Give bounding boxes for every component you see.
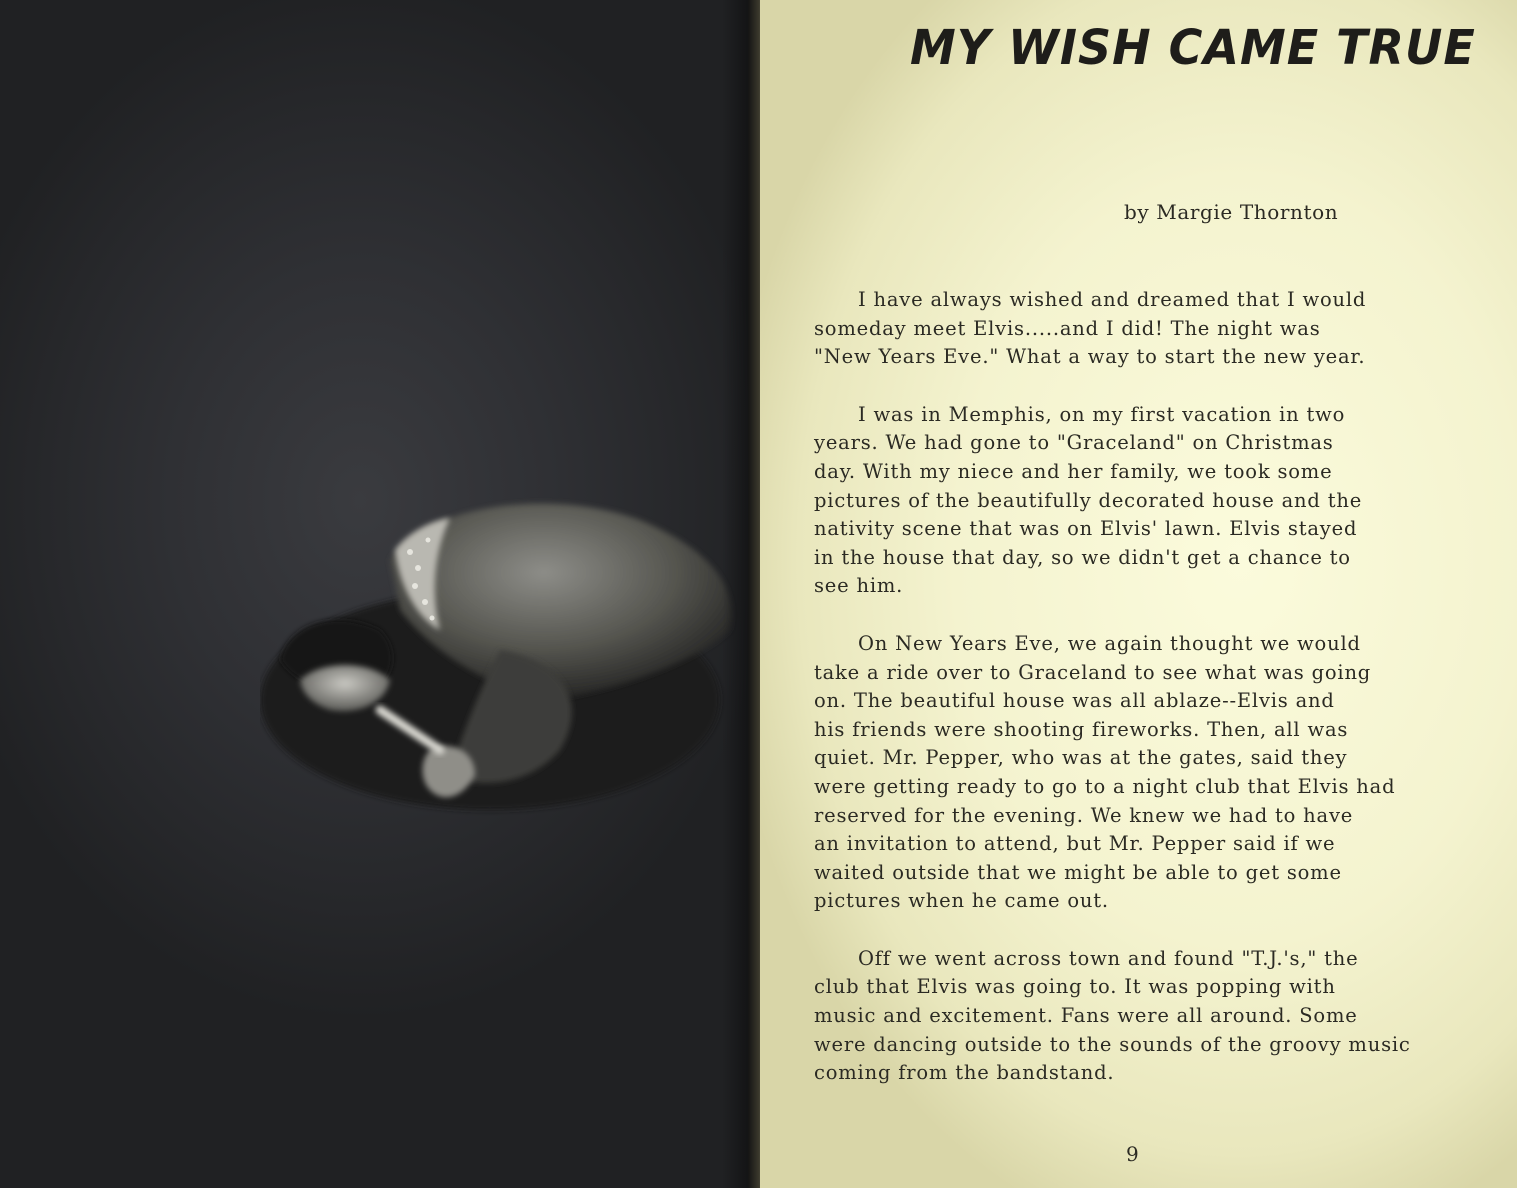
text-line: waited outside that we might be able to get some xyxy=(814,860,1342,884)
page-number: 9 xyxy=(1126,1142,1139,1166)
article-body xyxy=(814,286,1514,1117)
paragraph-2 xyxy=(814,401,1514,601)
text-line: I was in Memphis, on my first vacation in two xyxy=(858,402,1346,426)
text-line: coming from the bandstand. xyxy=(814,1061,1115,1085)
text-line: take a ride over to Graceland to see what was going xyxy=(814,660,1372,684)
text-line: in the house that day, so we didn't get a chance to xyxy=(814,545,1351,569)
performer-photo xyxy=(260,490,760,820)
text-line: Off we went across town and found "T.J.'s," the xyxy=(858,946,1359,970)
text-line: his friends were shooting fireworks. Then, all was xyxy=(814,717,1349,741)
text-line: music and excitement. Fans were all around. Some xyxy=(814,1004,1358,1028)
text-line: "New Years Eve." What a way to start the new year. xyxy=(814,345,1366,369)
text-page xyxy=(760,0,1517,1188)
text-line: pictures of the beautifully decorated house and the xyxy=(814,488,1363,512)
text-line: someday meet Elvis.....and I did! The night was xyxy=(814,316,1321,340)
text-line: were getting ready to go to a night club that Elvis had xyxy=(814,774,1396,798)
text-line: were dancing outside to the sounds of the groovy music xyxy=(814,1032,1411,1056)
text-line: day. With my niece and her family, we took some xyxy=(814,459,1333,483)
text-line: nativity scene that was on Elvis' lawn. Elvis stayed xyxy=(814,517,1358,541)
text-line: I have always wished and dreamed that I would xyxy=(858,288,1367,311)
text-line: an invitation to attend, but Mr. Pepper said if we xyxy=(814,832,1336,856)
text-line: quiet. Mr. Pepper, who was at the gates, said they xyxy=(814,746,1348,770)
text-line: club that Elvis was going to. It was popping with xyxy=(814,975,1336,999)
text-line: reserved for the evening. We knew we had to have xyxy=(814,803,1354,827)
paragraph-1 xyxy=(814,286,1514,372)
paragraph-4 xyxy=(814,945,1514,1088)
text-line: On New Years Eve, we again thought we would xyxy=(858,631,1361,655)
text-line: on. The beautiful house was all ablaze--Elvis and xyxy=(814,689,1335,713)
article-title: MY WISH CAME TRUE xyxy=(910,18,1476,76)
text-line: see him. xyxy=(814,574,904,598)
paragraph-3 xyxy=(814,630,1514,916)
article-byline: by Margie Thornton xyxy=(1124,200,1339,224)
text-line: years. We had gone to "Graceland" on Christmas xyxy=(814,431,1334,455)
text-line: pictures when he came out. xyxy=(814,889,1109,913)
